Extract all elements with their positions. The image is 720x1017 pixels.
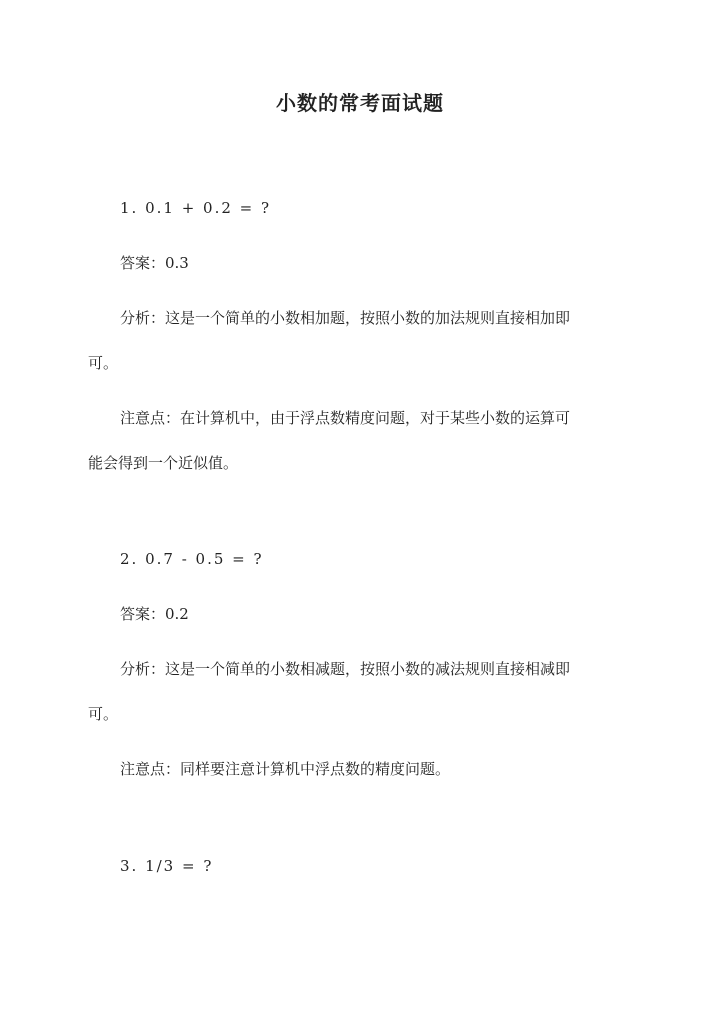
question-2: 2. 0.7 - 0.5 = ? [120, 550, 264, 568]
question-1: 1. 0.1 + 0.2 = ? [120, 199, 272, 217]
analysis-2-line-1: 分析：这是一个简单的小数相减题，按照小数的减法规则直接相减即 [120, 660, 571, 678]
analysis-1-line-2: 可。 [88, 354, 119, 372]
answer-2: 答案：0.2 [120, 605, 189, 623]
answer-1: 答案：0.3 [120, 254, 189, 272]
note-1-line-2: 能会得到一个近似值。 [88, 454, 239, 472]
question-3: 3. 1/3 = ? [120, 857, 214, 875]
analysis-1-line-1: 分析：这是一个简单的小数相加题，按照小数的加法规则直接相加即 [120, 309, 571, 327]
document-title: 小数的常考面试题 [276, 91, 444, 115]
note-2-line-1: 注意点：同样要注意计算机中浮点数的精度问题。 [120, 760, 451, 778]
analysis-2-line-2: 可。 [88, 705, 119, 723]
note-1-line-1: 注意点：在计算机中，由于浮点数精度问题，对于某些小数的运算可 [120, 409, 571, 427]
